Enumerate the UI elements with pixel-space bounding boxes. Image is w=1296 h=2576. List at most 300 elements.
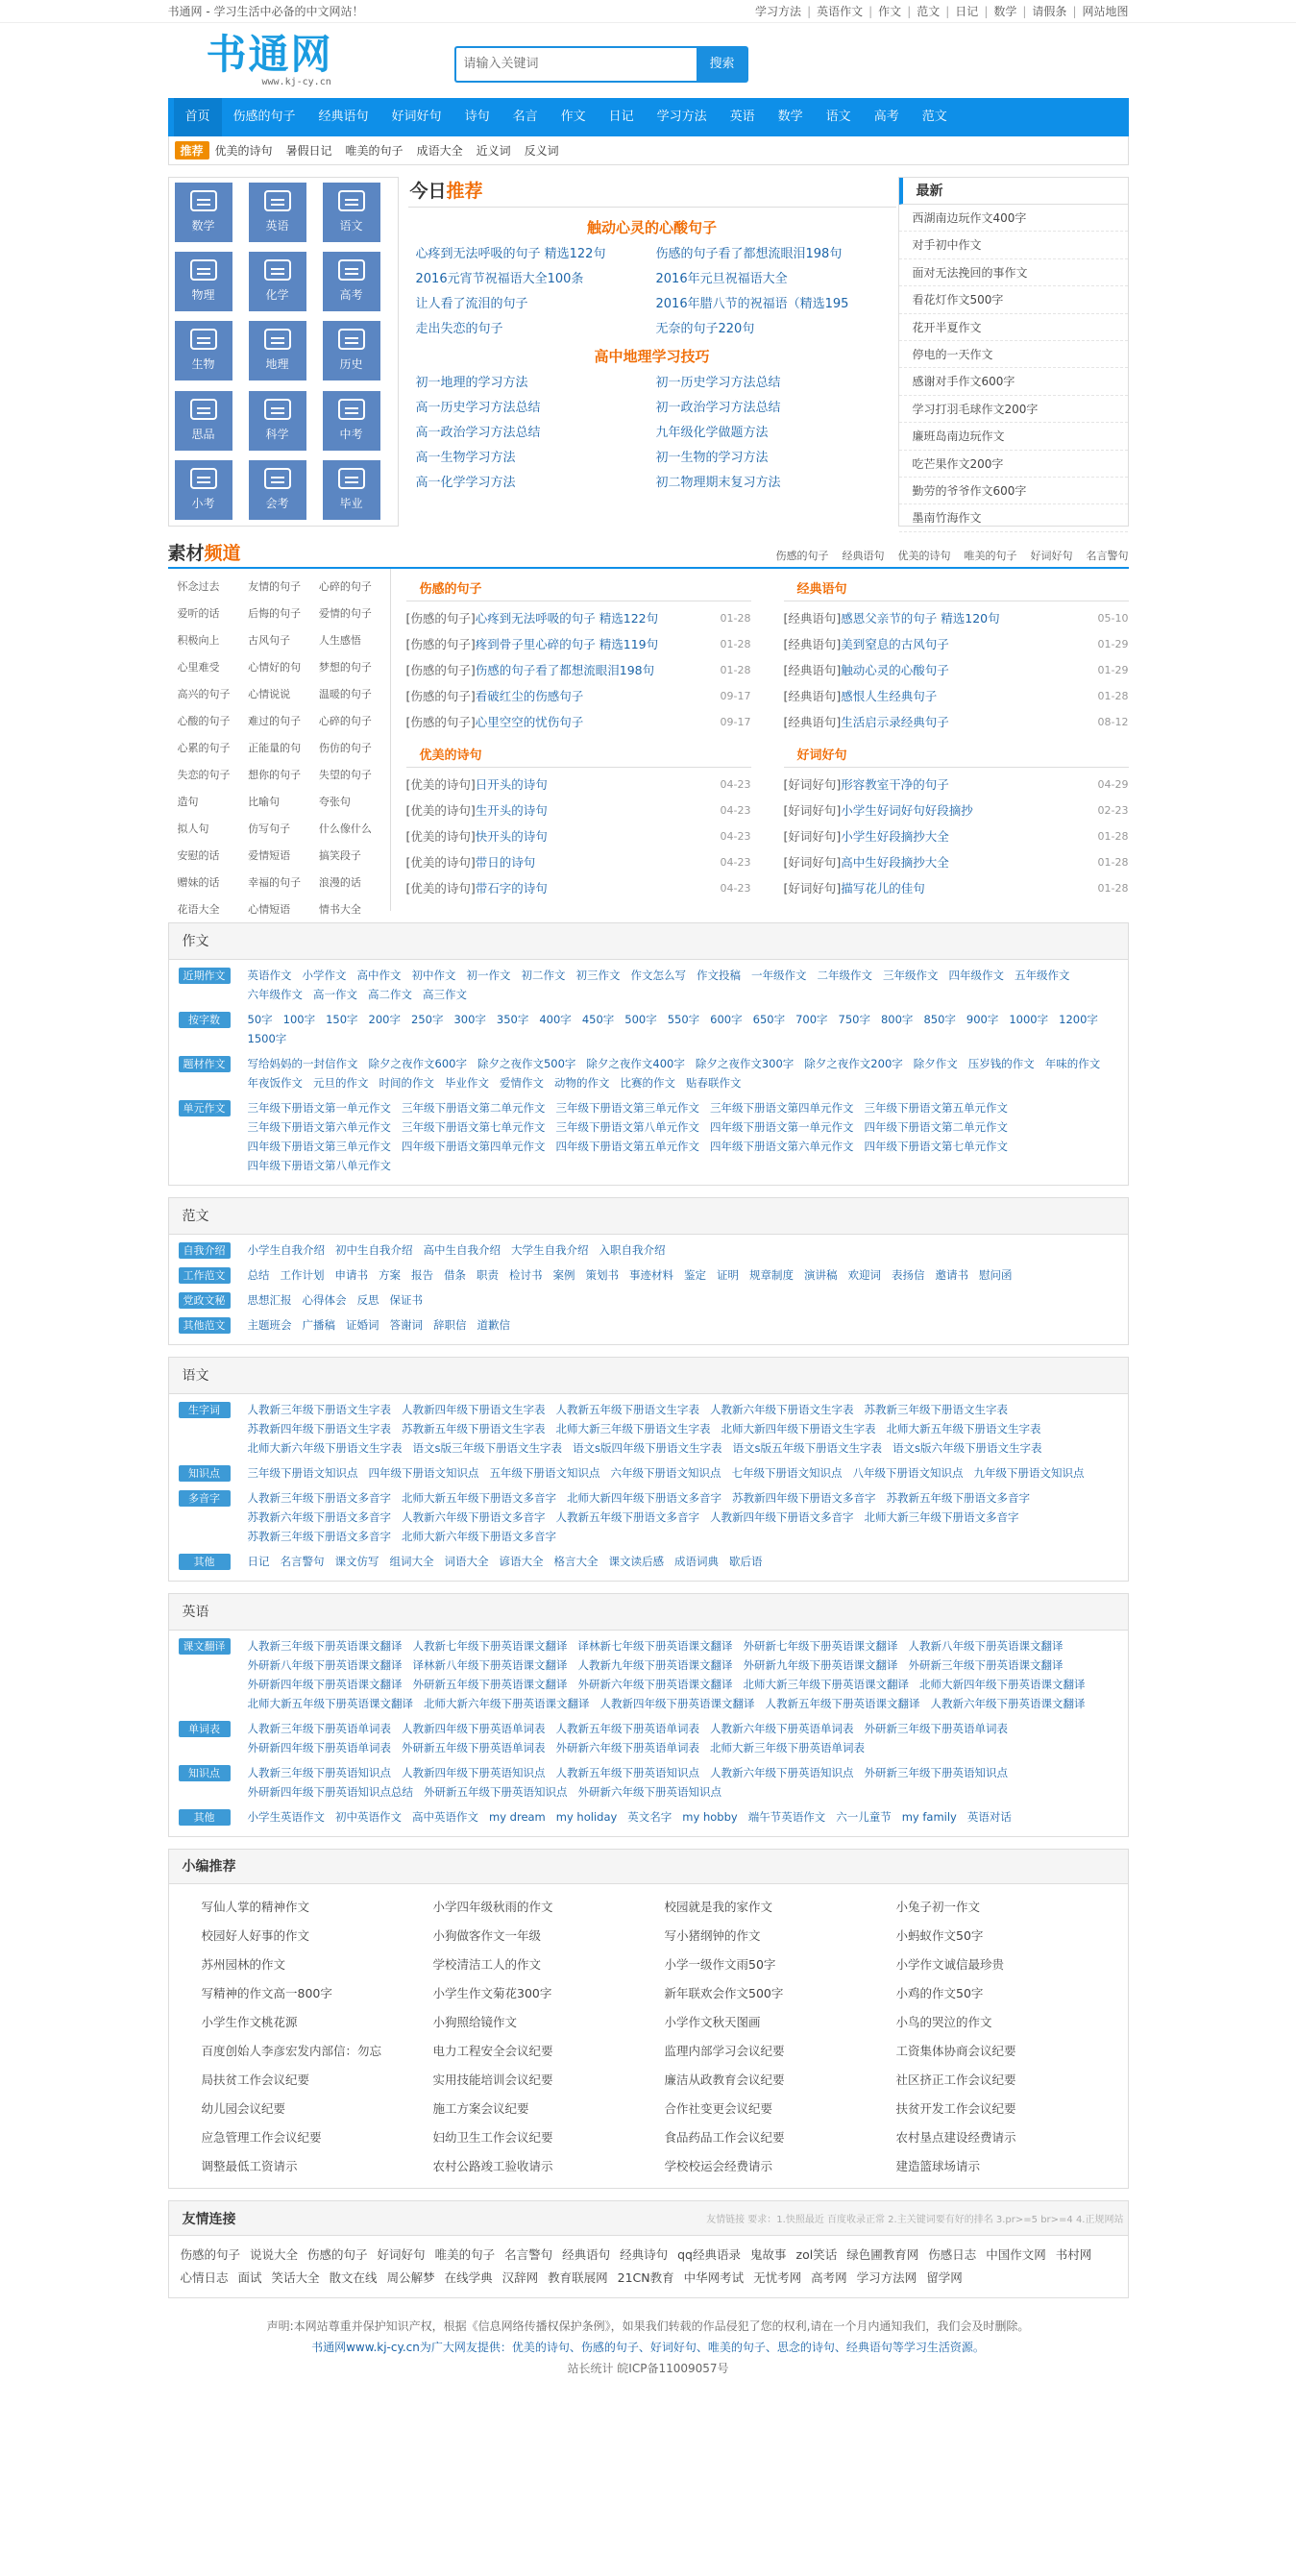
category-link[interactable]: 作文投稿 <box>697 969 741 982</box>
category-link[interactable]: 课文读后感 <box>608 1555 664 1568</box>
category-link[interactable]: 北师大新六年级下册语文多音字 <box>402 1530 556 1543</box>
top-link[interactable]: 范文 <box>917 5 941 18</box>
category-link[interactable]: 辞职信 <box>433 1318 467 1332</box>
category-link[interactable]: 爱情作文 <box>500 1076 544 1090</box>
friend-link[interactable]: 心情日志 <box>180 2270 229 2285</box>
category-link[interactable]: 规章制度 <box>749 1268 794 1282</box>
category-link[interactable]: 外研新五年级下册英语课文翻译 <box>412 1678 568 1691</box>
editor-pick-link[interactable]: 小兔子初一作文 <box>895 1900 981 1914</box>
editor-pick-link[interactable]: 苏州园林的作文 <box>201 1957 286 1972</box>
sucai-link[interactable]: 好词好句 <box>1030 550 1073 562</box>
category-link[interactable]: 五年级下册语文知识点 <box>489 1466 600 1480</box>
editor-pick-link[interactable]: 合作社变更会议纪要 <box>664 2101 773 2116</box>
top-link[interactable]: 学习方法 <box>755 5 802 18</box>
category-link[interactable]: 三年级下册语文第三单元作文 <box>555 1101 699 1115</box>
editor-pick-link[interactable]: 幼儿园会议纪要 <box>201 2101 286 2116</box>
nav-item[interactable]: 经典语句 <box>318 110 369 124</box>
sucai-side-link[interactable]: 失恋的句子 <box>177 769 231 781</box>
item-category[interactable]: [好词好句] <box>783 881 842 895</box>
category-link[interactable]: 外研新六年级下册英语知识点 <box>577 1785 721 1799</box>
subject-tile[interactable] <box>249 321 306 380</box>
category-link[interactable]: 外研新六年级下册英语课文翻译 <box>577 1678 733 1691</box>
today-link[interactable]: 高一政治学习方法总结 <box>415 426 541 440</box>
category-link[interactable]: 贴春联作文 <box>686 1076 742 1090</box>
category-link[interactable]: 500字 <box>624 1013 657 1026</box>
editor-pick-link[interactable]: 写仙人掌的精神作文 <box>201 1900 310 1914</box>
friend-link[interactable]: 书村网 <box>1055 2247 1092 2262</box>
today-link[interactable]: 伤感的句子看了都想流眼泪198句 <box>655 247 843 261</box>
category-link[interactable]: 三年级下册语文知识点 <box>247 1466 358 1480</box>
friend-link[interactable]: 21CN教育 <box>617 2270 674 2285</box>
category-link[interactable]: 外研新六年级下册英语单词表 <box>555 1741 699 1754</box>
item-category[interactable]: [好词好句] <box>783 803 842 818</box>
category-link[interactable]: 四年级下册语文第八单元作文 <box>247 1159 391 1172</box>
friend-link[interactable]: 留学网 <box>926 2270 963 2285</box>
category-link[interactable]: 人教新四年级下册英语知识点 <box>402 1766 546 1779</box>
category-link[interactable]: 外研新四年级下册英语课文翻译 <box>247 1678 403 1691</box>
category-link[interactable]: 证明 <box>717 1268 739 1282</box>
category-link[interactable]: 英文名字 <box>627 1810 672 1824</box>
category-link[interactable]: 成语词典 <box>674 1555 719 1568</box>
editor-pick-link[interactable]: 小鸡的作文50字 <box>895 1986 984 2000</box>
subject-tile[interactable] <box>175 391 232 451</box>
editor-pick-link[interactable]: 写精神的作文高一800字 <box>201 1986 332 2000</box>
category-link[interactable]: 除夕之夜作文300字 <box>695 1057 795 1070</box>
sucai-side-link[interactable]: 仿写句子 <box>248 822 291 835</box>
category-link[interactable]: 三年级下册语文第八单元作文 <box>555 1120 699 1134</box>
category-link[interactable]: 初一作文 <box>466 969 511 982</box>
editor-pick-link[interactable]: 小学生作文菊花300字 <box>432 1986 552 2000</box>
item-title[interactable]: 形容教室干净的句子 <box>841 777 949 792</box>
sucai-side-link[interactable]: 心酸的句子 <box>177 715 231 727</box>
sucai-side-link[interactable]: 伤仿的句子 <box>318 742 372 754</box>
editor-pick-link[interactable]: 社区挤正工作会议纪要 <box>895 2073 1016 2087</box>
nav-item[interactable]: 伤感的句子 <box>232 110 296 124</box>
category-link[interactable]: 端午节英语作文 <box>747 1810 826 1824</box>
category-link[interactable]: 外研新八年级下册英语课文翻译 <box>247 1658 403 1672</box>
category-link[interactable]: 初二作文 <box>521 969 566 982</box>
item-category[interactable]: [伤感的句子] <box>405 637 476 651</box>
sucai-side-link[interactable]: 造句 <box>177 796 199 808</box>
category-link[interactable]: 报告 <box>411 1268 433 1282</box>
category-link[interactable]: 外研新三年级下册英语课文翻译 <box>908 1658 1064 1672</box>
recommend-link[interactable]: 成语大全 <box>416 144 463 158</box>
category-link[interactable]: 初中作文 <box>411 969 456 982</box>
item-title[interactable]: 看破红尘的伤感句子 <box>475 689 584 703</box>
item-title[interactable]: 心疼到无法呼吸的句子 精选122句 <box>475 611 659 626</box>
category-label[interactable]: 按字数 <box>179 1012 231 1028</box>
sucai-link[interactable]: 名言警句 <box>1086 550 1129 562</box>
editor-pick-link[interactable]: 食品药品工作会议纪要 <box>664 2130 785 2145</box>
category-link[interactable]: 北师大新三年级下册语文多音字 <box>864 1510 1019 1524</box>
category-link[interactable]: 北师大新三年级下册英语课文翻译 <box>743 1678 909 1691</box>
item-title[interactable]: 高中生好段摘抄大全 <box>841 855 949 870</box>
category-link[interactable]: 八年级下册语文知识点 <box>852 1466 964 1480</box>
category-link[interactable]: 人教新四年级下册语文生字表 <box>402 1403 546 1416</box>
category-link[interactable]: 人教新六年级下册英语单词表 <box>710 1722 854 1735</box>
category-link[interactable]: 主题班会 <box>247 1318 292 1332</box>
editor-pick-link[interactable]: 小狗做客作文一年级 <box>432 1928 542 1943</box>
category-link[interactable]: 300字 <box>453 1013 486 1026</box>
editor-pick-link[interactable]: 百度创始人李彦宏发内部信：勿忘 <box>201 2044 382 2058</box>
item-title[interactable]: 快开头的诗句 <box>475 829 548 844</box>
sucai-side-link[interactable]: 高兴的句子 <box>177 688 231 700</box>
item-category[interactable]: [伤感的句子] <box>405 689 476 703</box>
friend-link[interactable]: 经典诗句 <box>620 2247 669 2262</box>
category-link[interactable]: 慰问函 <box>979 1268 1013 1282</box>
latest-item[interactable]: 看花灯作文500字 <box>899 286 1128 313</box>
latest-item[interactable]: 西湖南边玩作文400字 <box>899 205 1128 232</box>
category-link[interactable]: 写给妈妈的一封信作文 <box>247 1057 358 1070</box>
category-link[interactable]: 三年级下册语文第六单元作文 <box>247 1120 391 1134</box>
sucai-link[interactable]: 优美的诗句 <box>897 550 951 562</box>
friend-link[interactable]: 伤感的句子 <box>307 2247 368 2262</box>
today-link[interactable]: 初一政治学习方法总结 <box>655 401 781 415</box>
category-link[interactable]: 语文s版五年级下册语文生字表 <box>732 1441 882 1455</box>
item-title[interactable]: 疼到骨子里心碎的句子 精选119句 <box>475 637 659 651</box>
category-link[interactable]: 证婚词 <box>346 1318 379 1332</box>
category-link[interactable]: 语文s版三年级下册语文生字表 <box>412 1441 562 1455</box>
category-link[interactable]: 鉴定 <box>684 1268 706 1282</box>
category-link[interactable]: 人教新五年级下册英语知识点 <box>555 1766 699 1779</box>
category-link[interactable]: my family <box>901 1810 957 1824</box>
category-link[interactable]: 六年级作文 <box>247 988 303 1001</box>
category-link[interactable]: 外研新四年级下册英语知识点总结 <box>247 1785 413 1799</box>
category-link[interactable]: 检讨书 <box>509 1268 543 1282</box>
editor-pick-link[interactable]: 应急管理工作会议纪要 <box>201 2130 322 2145</box>
category-link[interactable]: 入职自我介绍 <box>599 1243 666 1257</box>
category-link[interactable]: 外研新三年级下册英语单词表 <box>864 1722 1008 1735</box>
editor-pick-link[interactable]: 小蚂蚁作文50字 <box>895 1928 984 1943</box>
nav-item[interactable]: 好词好句 <box>391 110 442 124</box>
category-link[interactable]: 小学生自我介绍 <box>247 1243 325 1257</box>
category-link[interactable]: 四年级下册语文知识点 <box>368 1466 479 1480</box>
sucai-side-link[interactable]: 幸福的句子 <box>248 876 302 889</box>
sucai-block-title[interactable]: 经典语句 <box>784 578 1129 601</box>
category-link[interactable]: 名言警句 <box>280 1555 325 1568</box>
nav-item[interactable]: 学习方法 <box>656 110 707 124</box>
friend-link[interactable]: 伤感的句子 <box>180 2247 241 2262</box>
item-title[interactable]: 生活启示录经典句子 <box>841 715 949 729</box>
nav-item[interactable]: 数学 <box>777 110 803 124</box>
today-link[interactable]: 无奈的句子220句 <box>655 322 755 336</box>
category-link[interactable]: 小学作文 <box>302 969 347 982</box>
category-link[interactable]: 谚语大全 <box>499 1555 544 1568</box>
top-link[interactable]: 数学 <box>993 5 1017 18</box>
nav-item[interactable]: 作文 <box>560 110 586 124</box>
subject-tile[interactable] <box>323 460 380 520</box>
friend-link[interactable]: 名言警句 <box>504 2247 553 2262</box>
category-link[interactable]: 北师大新六年级下册语文生字表 <box>247 1441 403 1455</box>
recommend-link[interactable]: 近义词 <box>476 144 511 158</box>
item-title[interactable]: 感恩父亲节的句子 精选120句 <box>841 611 1000 626</box>
category-label[interactable]: 近期作文 <box>179 968 231 984</box>
category-link[interactable]: 动物的作文 <box>554 1076 610 1090</box>
category-link[interactable]: 日记 <box>247 1555 270 1568</box>
category-link[interactable]: 北师大新五年级下册英语课文翻译 <box>247 1697 413 1710</box>
category-link[interactable]: 邀请书 <box>935 1268 968 1282</box>
sucai-side-link[interactable]: 心情短语 <box>248 903 291 916</box>
friend-link[interactable]: 汉辞网 <box>501 2270 539 2285</box>
category-link[interactable]: 苏教新六年级下册语文多音字 <box>247 1510 391 1524</box>
today-link[interactable]: 初一地理的学习方法 <box>415 376 528 390</box>
category-link[interactable]: 除夕之夜作文500字 <box>477 1057 576 1070</box>
category-link[interactable]: 思想汇报 <box>247 1293 292 1307</box>
friend-link[interactable]: 好词好句 <box>377 2247 426 2262</box>
editor-pick-link[interactable]: 校园就是我的家作文 <box>664 1900 773 1914</box>
subject-tile[interactable] <box>175 321 232 380</box>
category-link[interactable]: 800字 <box>880 1013 914 1026</box>
category-link[interactable]: 200字 <box>368 1013 401 1026</box>
category-link[interactable]: 译林新七年级下册英语课文翻译 <box>577 1639 733 1653</box>
editor-pick-link[interactable]: 校园好人好事的作文 <box>201 1928 310 1943</box>
category-link[interactable]: 总结 <box>247 1268 270 1282</box>
category-link[interactable]: 北师大新四年级下册语文生字表 <box>721 1422 876 1435</box>
subject-tile[interactable] <box>175 183 232 242</box>
item-title[interactable]: 小学生好段摘抄大全 <box>841 829 949 844</box>
today-sub1[interactable]: 触动心灵的心酸句子 <box>586 219 717 236</box>
sucai-side-link[interactable]: 心碎的句子 <box>318 715 372 727</box>
category-link[interactable]: 人教新三年级下册英语单词表 <box>247 1722 391 1735</box>
category-label[interactable]: 其他 <box>179 1809 231 1826</box>
sucai-block-title[interactable]: 优美的诗句 <box>406 745 751 768</box>
sucai-side-link[interactable]: 古风句子 <box>248 634 291 647</box>
category-link[interactable]: 六一儿童节 <box>836 1810 892 1824</box>
category-link[interactable]: 人教新六年级下册英语知识点 <box>710 1766 854 1779</box>
category-link[interactable]: 外研新七年级下册英语课文翻译 <box>743 1639 898 1653</box>
item-category[interactable]: [好词好句] <box>783 829 842 844</box>
latest-item[interactable]: 勤劳的爷爷作文600字 <box>899 478 1128 504</box>
category-link[interactable]: 六年级下册语文知识点 <box>610 1466 721 1480</box>
sucai-side-link[interactable]: 比喻句 <box>248 796 281 808</box>
category-link[interactable]: 苏教新四年级下册语文生字表 <box>247 1422 391 1435</box>
category-link[interactable]: 人教新四年级下册英语单词表 <box>402 1722 546 1735</box>
sucai-side-link[interactable]: 心情说说 <box>248 688 291 700</box>
sucai-side-link[interactable]: 积极向上 <box>177 634 220 647</box>
category-link[interactable]: 译林新八年级下册英语课文翻译 <box>412 1658 568 1672</box>
category-link[interactable]: 人教新四年级下册语文多音字 <box>710 1510 854 1524</box>
category-link[interactable]: 1200字 <box>1059 1013 1098 1026</box>
sucai-side-link[interactable]: 花语大全 <box>177 903 220 916</box>
editor-pick-link[interactable]: 小鸟的哭泣的作文 <box>895 2015 992 2029</box>
category-link[interactable]: 四年级下册语文第三单元作文 <box>247 1140 391 1153</box>
friend-link[interactable]: 散文在线 <box>329 2270 378 2285</box>
category-link[interactable]: 初三作文 <box>575 969 621 982</box>
subject-tile[interactable] <box>249 460 306 520</box>
sucai-side-link[interactable]: 难过的句子 <box>248 715 302 727</box>
category-link[interactable]: 除夕之夜作文600字 <box>368 1057 467 1070</box>
item-category[interactable]: [经典语句] <box>783 689 842 703</box>
item-category[interactable]: [好词好句] <box>783 777 842 792</box>
category-link[interactable]: 四年级下册语文第七单元作文 <box>864 1140 1008 1153</box>
category-link[interactable]: 大学生自我介绍 <box>511 1243 589 1257</box>
category-link[interactable]: my hobby <box>682 1810 738 1824</box>
sucai-block-title[interactable]: 伤感的句子 <box>406 578 751 601</box>
top-link[interactable]: 请假条 <box>1032 5 1067 18</box>
editor-pick-link[interactable]: 妇幼卫生工作会议纪要 <box>432 2130 553 2145</box>
category-link[interactable]: 外研新三年级下册英语知识点 <box>864 1766 1008 1779</box>
editor-pick-link[interactable]: 学校校运会经费请示 <box>664 2159 773 2173</box>
category-link[interactable]: 毕业作文 <box>445 1076 489 1090</box>
category-link[interactable]: 四年级下册语文第四单元作文 <box>402 1140 546 1153</box>
latest-item[interactable]: 学习打羽毛球作文200字 <box>899 396 1128 423</box>
category-link[interactable]: 广播稿 <box>302 1318 335 1332</box>
item-category[interactable]: [优美的诗句] <box>405 777 476 792</box>
nav-item[interactable]: 英语 <box>729 110 755 124</box>
editor-pick-link[interactable]: 廉洁从政教育会议纪要 <box>664 2073 785 2087</box>
category-link[interactable]: 850字 <box>923 1013 956 1026</box>
item-category[interactable]: [优美的诗句] <box>405 803 476 818</box>
category-link[interactable]: 比赛的作文 <box>620 1076 675 1090</box>
category-link[interactable]: my holiday <box>555 1810 618 1824</box>
category-label[interactable]: 工作范文 <box>179 1267 231 1284</box>
latest-item[interactable]: 花开半夏作文 <box>899 314 1128 341</box>
category-link[interactable]: 高中生自我介绍 <box>423 1243 501 1257</box>
friend-link[interactable]: qq经典语录 <box>677 2247 741 2262</box>
item-title[interactable]: 感恨人生经典句子 <box>841 689 938 703</box>
sucai-side-link[interactable]: 拟人句 <box>177 822 209 835</box>
category-link[interactable]: 方案 <box>379 1268 401 1282</box>
friend-link[interactable]: 经典语句 <box>562 2247 611 2262</box>
sucai-side-link[interactable]: 梦想的句子 <box>318 661 372 674</box>
category-link[interactable]: 组词大全 <box>389 1555 434 1568</box>
category-link[interactable]: 人教新八年级下册英语课文翻译 <box>908 1639 1064 1653</box>
category-link[interactable]: 高二作文 <box>368 988 412 1001</box>
category-link[interactable]: 人教新六年级下册英语课文翻译 <box>930 1697 1086 1710</box>
category-link[interactable]: 时间的作文 <box>379 1076 434 1090</box>
category-link[interactable]: 答谢词 <box>389 1318 423 1332</box>
site-logo[interactable]: 书通网 www.kj-cy.cn <box>206 31 333 87</box>
category-link[interactable]: 北师大新六年级下册英语课文翻译 <box>424 1697 590 1710</box>
category-link[interactable]: 三年级作文 <box>883 969 939 982</box>
latest-item[interactable]: 感谢对手作文600字 <box>899 368 1128 395</box>
search-input[interactable]: 请输入关键词 <box>454 46 697 83</box>
category-link[interactable]: 演讲稿 <box>804 1268 838 1282</box>
subject-tile[interactable] <box>249 252 306 311</box>
category-link[interactable]: 表扬信 <box>892 1268 925 1282</box>
sucai-side-link[interactable]: 后悔的句子 <box>248 607 302 620</box>
item-title[interactable]: 美到窒息的古风句子 <box>841 637 949 651</box>
sucai-link[interactable]: 唯美的句子 <box>964 550 1017 562</box>
category-link[interactable]: 150字 <box>326 1013 358 1026</box>
item-category[interactable]: [好词好句] <box>783 855 842 870</box>
category-link[interactable]: 事迹材料 <box>629 1268 673 1282</box>
today-link[interactable]: 高一化学学习方法 <box>415 476 516 490</box>
friend-link[interactable]: 绿色圃教育网 <box>846 2247 919 2262</box>
category-link[interactable]: 450字 <box>581 1013 615 1026</box>
sucai-side-link[interactable]: 浪漫的话 <box>318 876 361 889</box>
category-link[interactable]: 高中作文 <box>356 969 402 982</box>
category-link[interactable]: 五年级作文 <box>1015 969 1070 982</box>
category-link[interactable]: 苏教新四年级下册语文多音字 <box>732 1491 876 1505</box>
recommend-link[interactable]: 唯美的句子 <box>345 144 403 158</box>
category-link[interactable]: 小学生英语作文 <box>247 1810 325 1824</box>
category-link[interactable]: 初中英语作文 <box>335 1810 402 1824</box>
today-link[interactable]: 初一历史学习方法总结 <box>655 376 781 390</box>
category-link[interactable]: 三年级下册语文第二单元作文 <box>402 1101 546 1115</box>
category-link[interactable]: 年味的作文 <box>1044 1057 1101 1070</box>
editor-pick-link[interactable]: 小学作文秋天图画 <box>664 2015 761 2029</box>
item-category[interactable]: [优美的诗句] <box>405 829 476 844</box>
nav-item[interactable]: 首页 <box>174 98 222 136</box>
item-category[interactable]: [经典语句] <box>783 715 842 729</box>
sucai-link[interactable]: 经典语句 <box>842 550 885 562</box>
friend-link[interactable]: 说说大全 <box>250 2247 299 2262</box>
subject-tile[interactable] <box>323 321 380 380</box>
editor-pick-link[interactable]: 扶贫开发工作会议纪要 <box>895 2101 1016 2116</box>
category-link[interactable]: 北师大新四年级下册语文多音字 <box>567 1491 721 1505</box>
category-link[interactable]: 北师大新五年级下册语文生字表 <box>886 1422 1041 1435</box>
category-link[interactable]: 人教新三年级下册语文生字表 <box>247 1403 391 1416</box>
category-link[interactable]: 苏教新五年级下册语文多音字 <box>886 1491 1030 1505</box>
top-link[interactable]: 英语作文 <box>817 5 864 18</box>
sucai-side-link[interactable]: 正能量的句 <box>248 742 302 754</box>
item-category[interactable]: [伤感的句子] <box>405 611 476 626</box>
category-link[interactable]: 四年级下册语文第六单元作文 <box>710 1140 854 1153</box>
top-link[interactable]: 作文 <box>878 5 902 18</box>
category-link[interactable]: 三年级下册语文第五单元作文 <box>864 1101 1008 1115</box>
category-link[interactable]: 四年级下册语文第一单元作文 <box>710 1120 854 1134</box>
subject-tile[interactable] <box>323 391 380 451</box>
category-link[interactable]: 申请书 <box>334 1268 368 1282</box>
subject-tile[interactable] <box>249 183 306 242</box>
sucai-side-link[interactable]: 心碎的句子 <box>318 580 372 593</box>
category-label[interactable]: 知识点 <box>179 1765 231 1781</box>
editor-pick-link[interactable]: 农村垦点建设经费请示 <box>895 2130 1016 2145</box>
editor-pick-link[interactable]: 学校清洁工人的作文 <box>432 1957 542 1972</box>
friend-link[interactable]: 无忧考网 <box>753 2270 802 2285</box>
category-link[interactable]: 人教新五年级下册语文生字表 <box>555 1403 699 1416</box>
category-link[interactable]: 一年级作文 <box>751 969 807 982</box>
category-label[interactable]: 单元作文 <box>179 1100 231 1116</box>
category-link[interactable]: 除夕之夜作文400字 <box>586 1057 685 1070</box>
top-link[interactable]: 网站地图 <box>1082 5 1129 18</box>
category-label[interactable]: 生字词 <box>179 1402 231 1418</box>
category-link[interactable]: 北师大新四年级下册英语课文翻译 <box>919 1678 1086 1691</box>
sucai-side-link[interactable]: 心里难受 <box>177 661 220 674</box>
recommend-link[interactable]: 优美的诗句 <box>214 144 273 158</box>
item-title[interactable]: 带石字的诗句 <box>475 881 548 895</box>
nav-item[interactable]: 语文 <box>825 110 851 124</box>
category-link[interactable]: 反思 <box>356 1293 379 1307</box>
latest-item[interactable]: 吃芒果作文200字 <box>899 451 1128 478</box>
category-link[interactable]: 欢迎词 <box>847 1268 881 1282</box>
category-link[interactable]: 人教新六年级下册语文生字表 <box>710 1403 854 1416</box>
item-category[interactable]: [经典语句] <box>783 611 842 626</box>
today-link[interactable]: 2016年腊八节的祝福语（精选195 <box>655 297 849 311</box>
item-title[interactable]: 触动心灵的心酸句子 <box>841 663 949 677</box>
item-title[interactable]: 描写花儿的佳句 <box>841 881 925 895</box>
category-link[interactable]: 苏教新三年级下册语文多音字 <box>247 1530 391 1543</box>
category-link[interactable]: 人教新三年级下册语文多音字 <box>247 1491 391 1505</box>
sucai-side-link[interactable]: 什么像什么 <box>318 822 372 835</box>
editor-pick-link[interactable]: 农村公路竣工验收请示 <box>432 2159 553 2173</box>
sucai-side-link[interactable]: 友情的句子 <box>248 580 302 593</box>
latest-item[interactable]: 停电的一天作文 <box>899 341 1128 368</box>
editor-pick-link[interactable]: 小学四年级秋雨的作文 <box>432 1900 553 1914</box>
category-link[interactable]: 职责 <box>477 1268 499 1282</box>
category-link[interactable]: 借条 <box>444 1268 466 1282</box>
editor-pick-link[interactable]: 实用技能培训会议纪要 <box>432 2073 553 2087</box>
today-link[interactable]: 走出失恋的句子 <box>415 322 503 336</box>
top-link[interactable]: 日记 <box>955 5 979 18</box>
category-link[interactable]: 北师大新五年级下册语文多音字 <box>402 1491 556 1505</box>
editor-pick-link[interactable]: 建造篮球场请示 <box>895 2159 981 2173</box>
category-link[interactable]: 元旦的作文 <box>313 1076 369 1090</box>
item-category[interactable]: [伤感的句子] <box>405 715 476 729</box>
sucai-side-link[interactable]: 赠妹的话 <box>177 876 220 889</box>
today-link[interactable]: 高一历史学习方法总结 <box>415 401 541 415</box>
